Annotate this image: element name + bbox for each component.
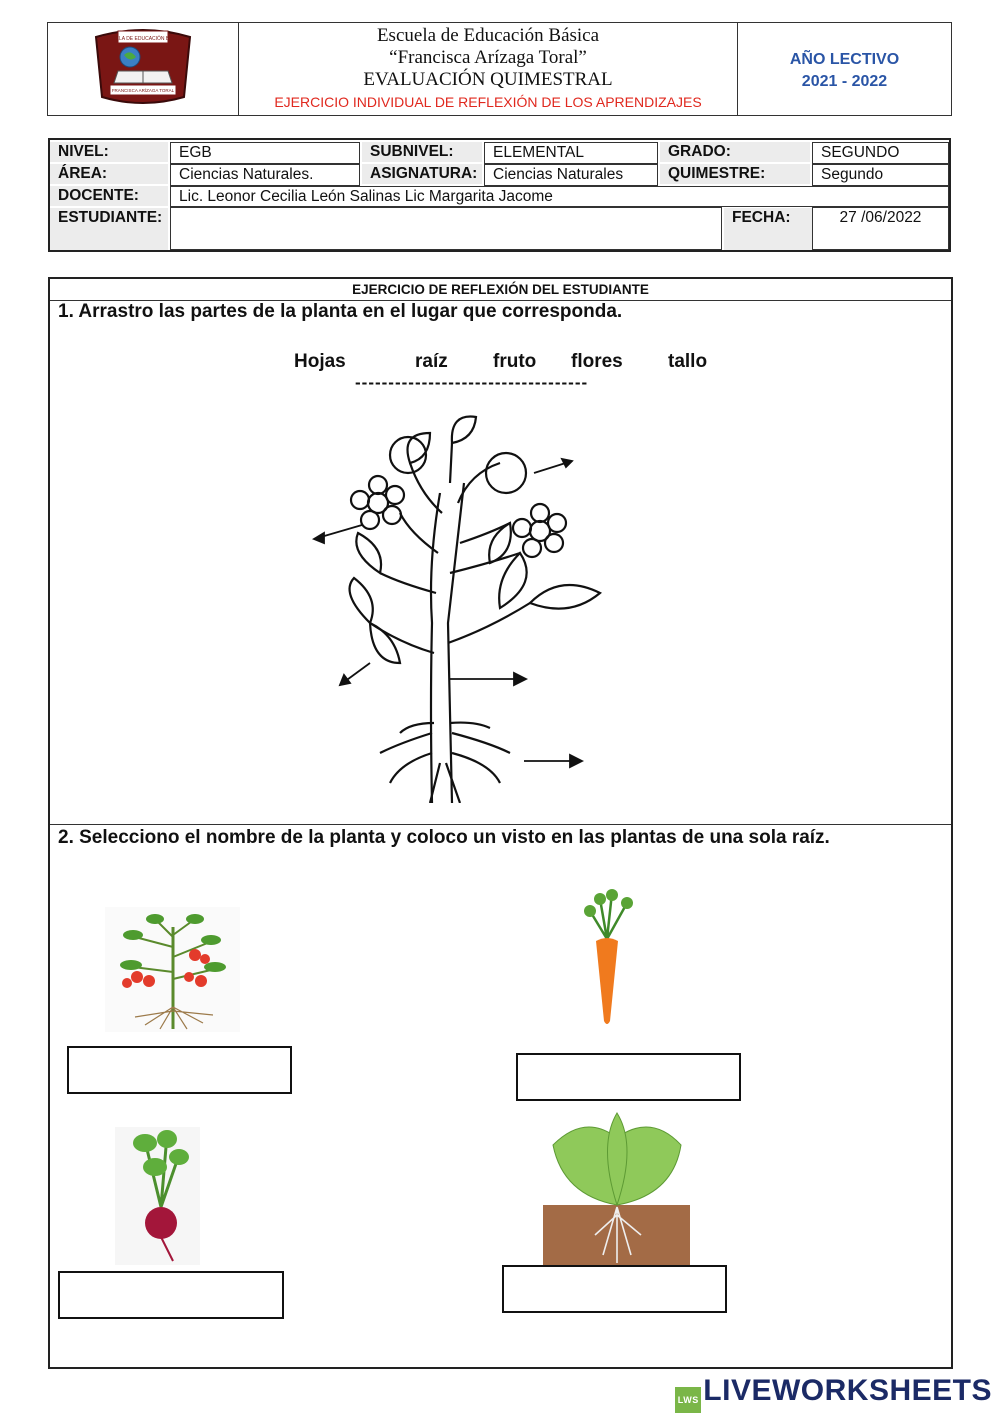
area-value: Ciencias Naturales.	[170, 164, 360, 186]
school-name-line2: “Francisca Arízaga Toral”	[389, 47, 587, 68]
school-logo	[88, 27, 198, 107]
grado-value: SEGUNDO	[812, 142, 949, 164]
section-title: EJERCICIO DE REFLEXIÓN DEL ESTUDIANTE	[50, 279, 951, 301]
area-label: ÁREA:	[50, 164, 168, 184]
answer-box-radish[interactable]	[58, 1271, 284, 1319]
word-bank	[50, 279, 950, 399]
quimestre-value: Segundo	[812, 164, 949, 186]
year-value: 2021 - 2022	[801, 73, 888, 90]
lettuce-image	[543, 1105, 690, 1267]
lws-badge-icon: LWS	[675, 1387, 701, 1413]
asignatura-value: Ciencias Naturales	[484, 164, 658, 186]
fecha-label: FECHA:	[724, 208, 812, 250]
word-raiz[interactable]: raíz	[415, 351, 448, 372]
question-1: 1. Arrastro las partes de la planta en el lugar que corresponda.	[58, 301, 623, 322]
estudiante-label: ESTUDIANTE:	[50, 208, 168, 250]
logo-text-top: ESCUELA DE EDUCACIÓN BÁSICA	[101, 36, 185, 42]
flower-right	[513, 504, 566, 557]
word-hojas[interactable]: Hojas	[294, 351, 346, 372]
nivel-label: NIVEL:	[50, 142, 168, 162]
title-cell	[239, 23, 738, 115]
grado-label: GRADO:	[660, 142, 810, 162]
quimestre-label: QUIMESTRE:	[660, 164, 810, 184]
logo-cell	[48, 23, 239, 115]
logo-text-bottom: FRANCISCA ARÍZAGA TORAL	[111, 88, 175, 93]
reflection-section	[48, 277, 953, 1369]
stem-line	[431, 493, 440, 803]
year-cell	[738, 23, 951, 115]
year-label: AÑO LECTIVO	[789, 51, 900, 68]
leaf-right-2	[499, 553, 527, 608]
word-tallo[interactable]: tallo	[668, 351, 708, 372]
leaf-right-1	[530, 585, 600, 609]
brand-text: LIVEWORKSHEETS	[703, 1374, 992, 1407]
carrot-image	[572, 889, 642, 1029]
estudiante-field[interactable]	[170, 207, 722, 250]
answer-box-carrot[interactable]	[516, 1053, 741, 1101]
roots	[380, 723, 510, 803]
answer-box-tomato[interactable]	[67, 1046, 292, 1094]
header-table	[47, 22, 952, 116]
answer-box-lettuce[interactable]	[502, 1265, 727, 1313]
question-2: 2. Selecciono el nombre de la planta y coloco un visto en las plantas de una sola raíz.	[58, 827, 830, 848]
leaf-left-1	[356, 533, 381, 573]
school-name-line1: Escuela de Educación Básica	[376, 25, 600, 46]
docente-label: DOCENTE:	[50, 186, 168, 206]
asignatura-label: ASIGNATURA:	[362, 164, 482, 184]
section-divider	[50, 824, 951, 825]
exercise-subtitle: EJERCICIO INDIVIDUAL DE REFLEXIÓN DE LOS APRENDIZAJES	[274, 94, 702, 110]
subnivel-value: ELEMENTAL	[484, 142, 658, 164]
flower-left	[351, 476, 404, 529]
leaf-left-2	[350, 578, 373, 623]
liveworksheets-brand	[675, 1374, 992, 1413]
subnivel-label: SUBNIVEL:	[362, 142, 482, 162]
dash-line: -----------------------------------	[355, 373, 589, 392]
plant-diagram	[300, 403, 620, 803]
docente-value: Lic. Leonor Cecilia León Salinas Lic Margarita Jacome	[170, 186, 949, 207]
leaf-left-3	[370, 623, 400, 663]
nivel-value: EGB	[170, 142, 360, 164]
student-info-table	[48, 138, 951, 252]
word-fruto[interactable]: fruto	[493, 351, 537, 372]
word-flores[interactable]: flores	[571, 351, 623, 372]
fecha-value: 27 /06/2022	[812, 207, 949, 250]
tomato-plant-image	[105, 907, 240, 1032]
evaluation-title: EVALUACIÓN QUIMESTRAL	[363, 69, 613, 90]
leaf-top	[452, 417, 476, 443]
radish-image	[115, 1127, 200, 1265]
fruit-right	[486, 453, 526, 493]
